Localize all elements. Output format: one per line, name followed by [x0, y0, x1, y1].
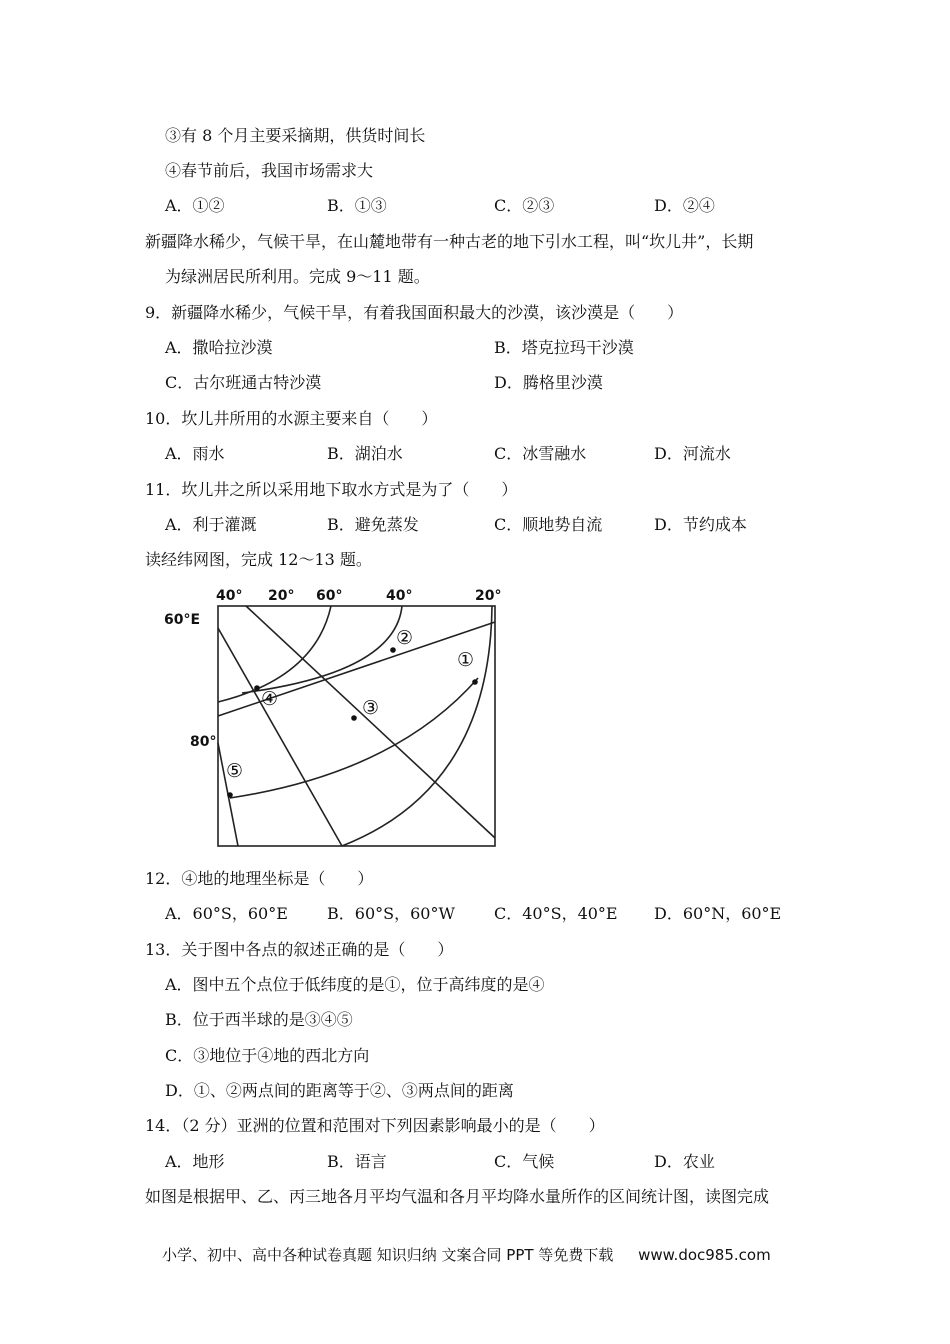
- point-marker-5: [227, 792, 233, 798]
- q11-option-a: A．利于灌溉: [165, 515, 257, 534]
- q11-option-c: C．顺地势自流: [494, 515, 603, 534]
- point-label-3: ③: [362, 697, 380, 719]
- point-marker-1: [472, 679, 478, 685]
- q10-option-d: D．河流水: [654, 444, 731, 463]
- figure-frame: [218, 606, 495, 846]
- q10-option-b: B．湖泊水: [327, 444, 403, 463]
- q8-option-c: C．②③: [494, 196, 555, 215]
- q14-option-b: B．语言: [327, 1152, 387, 1171]
- top-label-20-right: 20°: [475, 588, 502, 604]
- q8-option-a: A．①②: [165, 196, 225, 215]
- grid-line-a: [218, 628, 342, 846]
- page-footer: [162, 1244, 771, 1265]
- q11-option-b: B．避免蒸发: [327, 515, 419, 534]
- q12-stem: 12．④地的地理坐标是（ ）: [145, 869, 374, 888]
- q14-stem: 14．（2 分）亚洲的位置和范围对下列因素影响最小的是（ ）: [145, 1116, 605, 1135]
- top-label-40-right: 40°: [386, 588, 413, 604]
- top-label-20-left: 20°: [268, 588, 295, 604]
- q11-option-d: D．节约成本: [654, 515, 747, 534]
- q8-item-3: ③有 8 个月主要采摘期，供货时间长: [165, 126, 426, 145]
- q8-option-d: D．②④: [654, 196, 715, 215]
- lat-long-grid-figure: [150, 578, 510, 858]
- point-label-1: ①: [457, 649, 475, 671]
- q14-option-c: C．气候: [494, 1152, 555, 1171]
- q13-option-b: B．位于西半球的是③④⑤: [165, 1010, 353, 1029]
- left-label-60e: 60°E: [164, 612, 201, 628]
- q9-option-c: C．古尔班通古特沙漠: [165, 373, 322, 392]
- q8-item-4: ④春节前后，我国市场需求大: [165, 161, 374, 180]
- grid-line-b: [246, 606, 495, 838]
- passage-karez-line-1: 新疆降水稀少，气候干旱，在山麓地带有一种古老的地下引水工程，叫“坎儿井”，长期: [145, 232, 754, 251]
- point-marker-4: [254, 685, 260, 691]
- left-label-80: 80°: [190, 734, 217, 750]
- q12-option-d: D．60°N，60°E: [654, 904, 782, 923]
- point-label-4: ④: [261, 688, 279, 710]
- footer-text: 小学、初中、高中各种试卷真题 知识归纳 文案合同 PPT 等免费下载: [162, 1246, 614, 1264]
- q13-stem: 13．关于图中各点的叙述正确的是（ ）: [145, 940, 454, 959]
- q14-option-d: D．农业: [654, 1152, 715, 1171]
- q11-stem: 11．坎儿井之所以采用地下取水方式是为了（ ）: [145, 480, 518, 499]
- q12-option-a: A．60°S，60°E: [165, 904, 288, 923]
- q9-option-d: D．腾格里沙漠: [494, 373, 603, 392]
- grid-arc-outer: [342, 606, 492, 846]
- q13-option-a: A．图中五个点位于低纬度的是①，位于高纬度的是④: [165, 975, 545, 994]
- q13-option-c: C．③地位于④地的西北方向: [165, 1046, 370, 1065]
- point-label-2: ②: [396, 627, 414, 649]
- top-label-40-left: 40°: [216, 588, 243, 604]
- footer-url[interactable]: www.doc985.com: [638, 1246, 771, 1264]
- q13-option-d: D．①、②两点间的距离等于②、③两点间的距离: [165, 1081, 514, 1100]
- point-marker-3: [351, 715, 357, 721]
- q10-option-c: C．冰雪融水: [494, 444, 587, 463]
- passage-chart-line-1: 如图是根据甲、乙、丙三地各月平均气温和各月平均降水量所作的区间统计图，读图完成: [145, 1187, 770, 1206]
- passage-grid-line-1: 读经纬网图，完成 12～13 题。: [145, 550, 372, 569]
- q10-option-a: A．雨水: [165, 444, 225, 463]
- top-label-60: 60°: [316, 588, 343, 604]
- q10-stem: 10．坎儿井所用的水源主要来自（ ）: [145, 409, 438, 428]
- q9-option-b: B．塔克拉玛干沙漠: [494, 338, 634, 357]
- point-label-5: ⑤: [226, 760, 244, 782]
- q9-stem: 9．新疆降水稀少，气候干旱，有着我国面积最大的沙漠，该沙漠是（ ）: [145, 303, 684, 322]
- q12-option-b: B．60°S，60°W: [327, 904, 455, 923]
- point-marker-2: [390, 647, 396, 653]
- passage-karez-line-2: 为绿洲居民所利用。完成 9～11 题。: [165, 267, 430, 286]
- q9-option-a: A．撒哈拉沙漠: [165, 338, 273, 357]
- q14-option-a: A．地形: [165, 1152, 225, 1171]
- q8-option-b: B．①③: [327, 196, 387, 215]
- q12-option-c: C．40°S，40°E: [494, 904, 618, 923]
